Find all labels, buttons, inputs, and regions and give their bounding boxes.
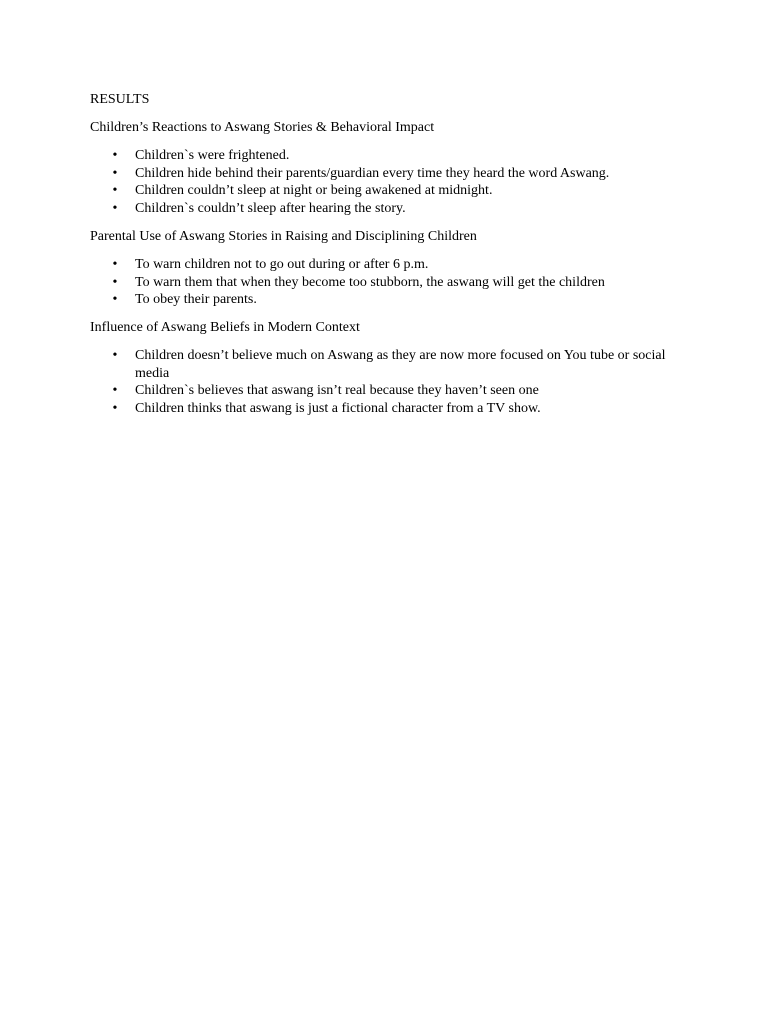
list-item-text: Children`s couldn’t sleep after hearing the story. (135, 201, 406, 217)
list-item (90, 182, 680, 200)
list-item (90, 147, 680, 165)
bullet-icon: • (112, 401, 118, 417)
section-title-reactions: Children’s Reactions to Aswang Stories & Behavioral Impact (90, 120, 435, 135)
section-title-parental-use: Parental Use of Aswang Stories in Raising and Disciplining Children (90, 228, 477, 244)
list-item-text: Children couldn’t sleep at night or being awakened at midnight. (135, 183, 493, 199)
modern-context-list (90, 347, 680, 418)
list-item (90, 382, 680, 400)
document-body (90, 91, 680, 428)
results-heading: RESULTS (90, 92, 150, 107)
list-item-text: Children doesn’t believe much on Aswang as they are now more focused on You tube or social media (135, 347, 666, 381)
list-item (90, 165, 680, 183)
list-item (90, 200, 680, 218)
list-item-text: To warn them that when they become too stubborn, the aswang will get the children (135, 274, 605, 290)
bullet-icon: • (112, 383, 118, 399)
bullet-icon: • (112, 274, 118, 290)
list-item-text: Children`s were frightened. (135, 148, 290, 163)
list-item-text: To obey their parents. (135, 292, 257, 308)
bullet-icon: • (112, 292, 118, 308)
list-item (90, 291, 680, 309)
reactions-list (90, 147, 680, 218)
bullet-icon: • (112, 165, 118, 181)
list-item-text: Children`s believes that aswang isn’t real because they haven’t seen one (135, 383, 539, 399)
section-title-modern-context: Influence of Aswang Beliefs in Modern Context (90, 319, 360, 335)
list-item (90, 274, 680, 292)
list-item (90, 347, 680, 382)
bullet-icon: • (112, 148, 118, 163)
bullet-icon: • (112, 201, 118, 217)
bullet-icon: • (112, 256, 118, 272)
parental-use-list (90, 256, 680, 309)
list-item-text: Children hide behind their parents/guardian every time they heard the word Aswang. (135, 165, 610, 181)
bullet-icon: • (112, 183, 118, 199)
list-item (90, 400, 680, 418)
list-item (90, 256, 680, 274)
list-item-text: To warn children not to go out during or after 6 p.m. (135, 256, 429, 272)
list-item-text: Children thinks that aswang is just a fictional character from a TV show. (135, 401, 541, 417)
bullet-icon: • (112, 347, 118, 363)
